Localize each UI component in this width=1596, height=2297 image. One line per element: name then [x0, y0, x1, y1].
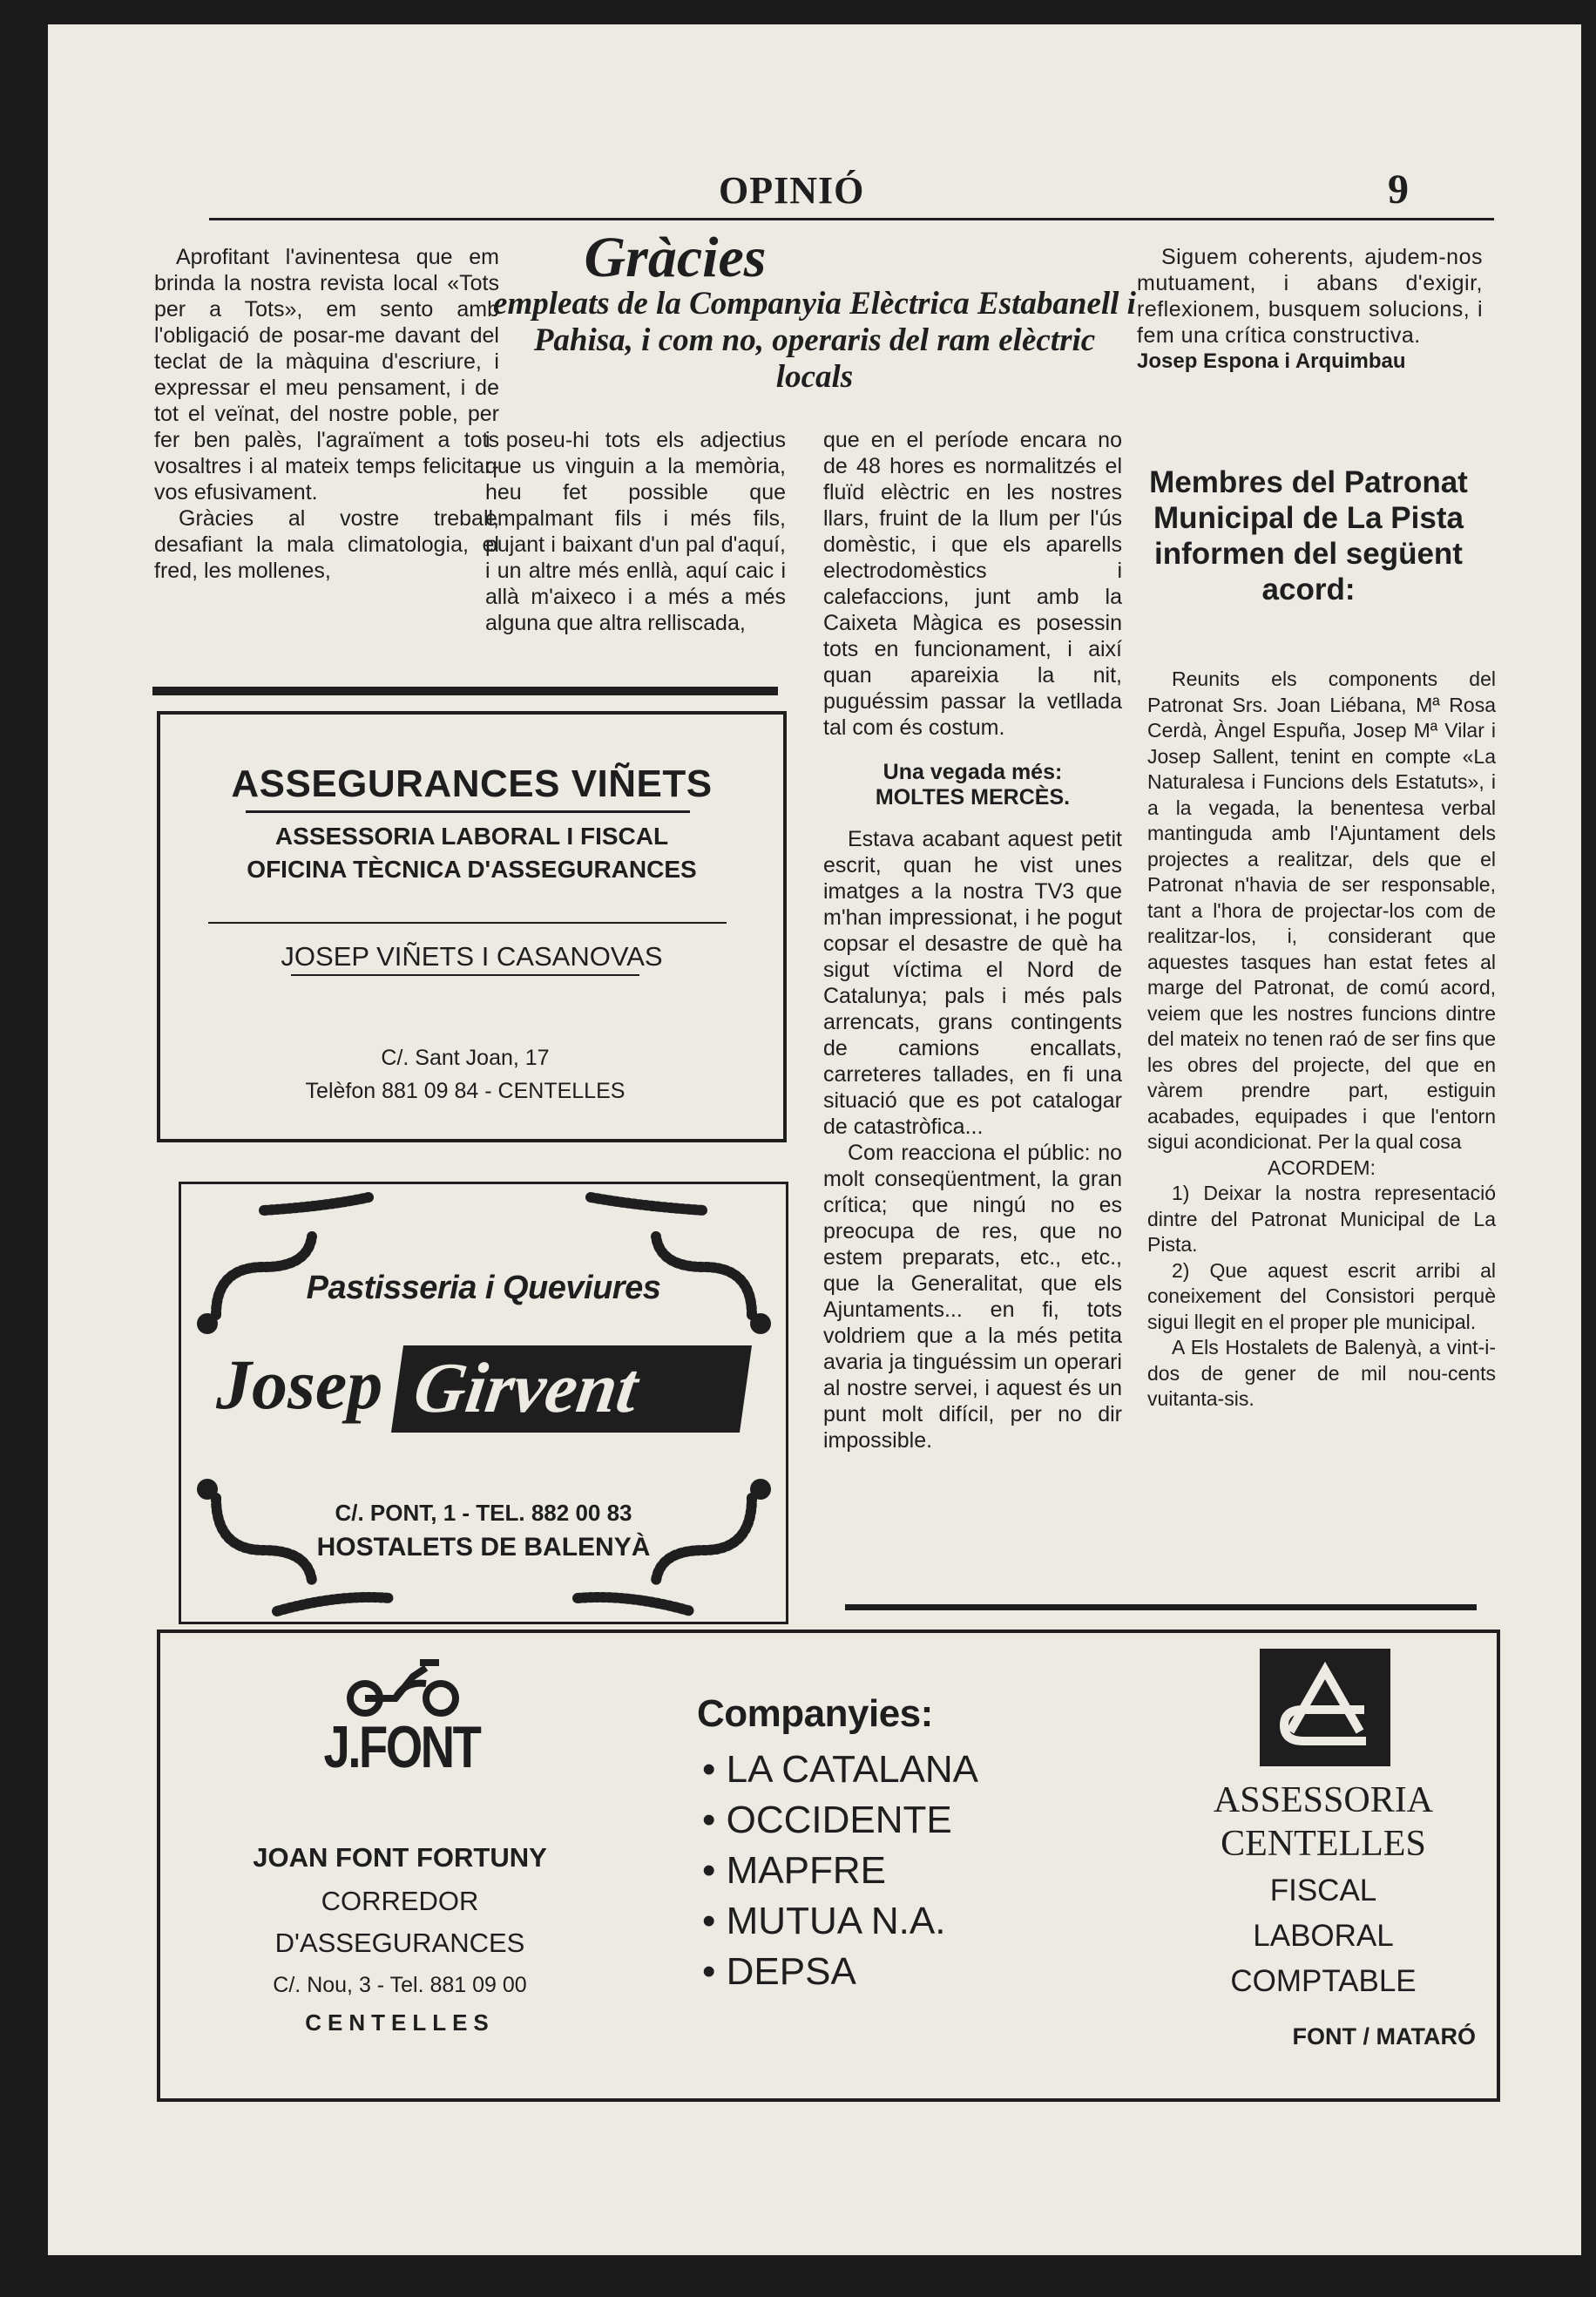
ad-girvent-tagline: Pastisseria i Queviures	[306, 1270, 661, 1306]
notice-paragraph: A Els Hostalets de Balenyà, a vint-i-dos de gener de mil nou-cents vuitanta-sis.	[1147, 1336, 1496, 1410]
ad-vinets-name-rule	[291, 974, 639, 976]
article-subtitle: empleats de la Companyia Elèctrica Estabanell i Pahisa, i com no, operaris del ram elèctric locals	[493, 286, 1136, 395]
ad-pastisseria-girvent	[179, 1182, 788, 1624]
ad-font-name: JOAN FONT FORTUNY	[253, 1842, 547, 1873]
ad-girvent-logo-banner	[391, 1345, 752, 1433]
article-paragraph: Aprofitant l'avinentesa que em brinda la nostra revista local «Tots per a Tots», em sento amb l'obligació de posar-me davant del teclat de la màquina d'escriure, i expressar el meu pensament, i de tot el veïnat, del nostre poble, per fer ben palès, l'agraïment a tots vosaltres i al mateix temps felicitar-vos efusivament.	[154, 245, 499, 505]
company-list-item: • MUTUA N.A.	[702, 1900, 946, 1942]
company-list-item: • OCCIDENTE	[702, 1799, 952, 1841]
closing-heading-line2: MOLTES MERCÈS.	[875, 785, 1071, 810]
ad-assessoria-footer: FONT / MATARÓ	[1292, 2023, 1476, 2050]
closing-heading-line1: Una vegada més:	[883, 760, 1063, 784]
ad-assessoria-service: COMPTABLE	[1230, 1964, 1417, 1998]
article-bottom-rule	[152, 687, 778, 695]
notice-paragraph: 1) Deixar la nostra representació dintre del Patronat Municipal de La Pista.	[1147, 1182, 1496, 1256]
notice-paragraph: Reunits els components del Patronat Srs. Joan Liébana, Mª Rosa Cerdà, Àngel Espuña, Josep Mª Vilar i Josep Sallent, tenint en compte «La Naturalesa i Funcions dels Estatuts», i a la vegada, la benentesa verbal mantinguda amb l'Ajuntament dels projectes a realitzar, dels que el Patronat n'havia de ser responsable, tant a l'hora de projectar-los com de realitzar-los, i, considerant que aquestes tasques han estat fetes al marge del Patronat, de comú acord, veiem que les nostres funcions dintre del mateix no tenen raó de ser fins que les obres del projecte, del que en vàrem prendre part, estiguin acabades, equipades i que l'entorn sigui acondicionat. Per la qual cosa	[1147, 667, 1496, 1153]
ad-girvent-address: C/. PONT, 1 - TEL. 882 00 83	[335, 1500, 632, 1526]
article-column-1	[154, 244, 499, 584]
ad-font-role2: D'ASSEGURANCES	[274, 1928, 525, 1958]
ad-girvent-logo	[216, 1337, 756, 1441]
article-column-2	[485, 427, 786, 636]
ad-assegurances-vinets	[157, 711, 787, 1142]
bullet-icon: •	[702, 1849, 727, 1892]
bullet-icon: •	[702, 1950, 727, 1993]
bullet-icon: •	[702, 1748, 727, 1791]
ad-assessoria-line1: ASSESSORIA	[1213, 1780, 1434, 1820]
ad-font-company-list	[702, 1745, 978, 1997]
ad-assessoria-service: LABORAL	[1253, 1919, 1394, 1953]
ad-assessoria-service: FISCAL	[1269, 1874, 1377, 1907]
page-number: 9	[1388, 166, 1409, 213]
ad-vinets-divider	[208, 922, 727, 924]
notice-paragraph: 2) Que aquest escrit arribi al coneixement del Consistori perquè sigui llegit en el proper ple municipal.	[1147, 1258, 1496, 1333]
magazine-page	[48, 24, 1581, 2255]
moped-icon	[343, 1650, 465, 1720]
column-bottom-rule	[845, 1604, 1477, 1610]
ad-vinets-phone	[221, 1079, 709, 1104]
ad-font-address: C/. Nou, 3 - Tel. 881 09 00	[273, 1973, 527, 1997]
patronat-notice	[1147, 667, 1496, 1413]
article-column-3	[823, 427, 1122, 1453]
company-list-item: • LA CATALANA	[702, 1748, 979, 1791]
article-signature: Josep Espona i Arquimbau	[1137, 349, 1406, 373]
bullet-icon: •	[702, 1900, 727, 1942]
company-list-item: • DEPSA	[702, 1950, 856, 1993]
ad-vinets-title-rule	[246, 810, 690, 813]
ad-font-logo-text: J.FONT	[323, 1714, 480, 1780]
article-paragraph: Gràcies al vostre treball, desafiant la mala climatologia, el fred, les mollenes,	[154, 506, 499, 583]
ad-girvent-town: HOSTALETS DE BALENYÀ	[316, 1533, 651, 1562]
article-paragraph: Com reacciona el públic: no molt conseqüentment, la gran crítica; que ningú no es preocupa de res, que no estem preparats, etc., etc., que la Generalitat, que els Ajuntaments... en fi, tots voldriem que a la més petita avaria ja tinguéssim un operari al nostre servei, i aquest és un punt molt difícil, per no dir impossible.	[823, 1141, 1122, 1453]
ad-vinets-phone-text: Telèfon 881 09 84 - CENTELLES	[305, 1079, 626, 1103]
ad-vinets-line2: OFICINA TÈCNICA D'ASSEGURANCES	[247, 856, 697, 883]
ad-font-role1: CORREDOR	[321, 1886, 479, 1916]
bullet-icon: •	[702, 1799, 727, 1841]
ad-vinets-title: ASSEGURANCES VIÑETS	[231, 762, 713, 805]
ad-girvent-logo-first-name: Josep	[216, 1345, 383, 1424]
ad-assessoria-line2: CENTELLES	[1221, 1824, 1426, 1864]
ad-vinets-line1: ASSESSORIA LABORAL I FISCAL	[274, 823, 669, 850]
ad-joan-font	[157, 1630, 1500, 2102]
article-paragraph: Siguem coherents, ajudem-nos mutuament, i abans d'exigir, reflexionem, busquem solucions, i fem una crítica constructiva.	[1137, 245, 1483, 348]
header-rule	[209, 218, 1494, 220]
notice-acordem: ACORDEM:	[1268, 1155, 1376, 1179]
article-title: Gràcies	[584, 226, 767, 289]
assessoria-logo-icon	[1260, 1649, 1390, 1766]
article-paragraph: Estava acabant aquest petit escrit, quan he vist unes imatges a la nostra TV3 que m'han impressionat, i he pogut copsar el desastre de què ha sigut víctima el Nord de Catalunya; pals i més pals arrencats, grans contingents de camions encallats, carreteres tallades, en fi una situació que es pot catalogar de catastròfica...	[823, 827, 1122, 1139]
ad-font-companies-title: Companyies:	[697, 1692, 933, 1735]
article-paragraph: i poseu-hi tots els adjectius que us vinguin a la memòria, heu fet possible que empalmant fils i més fils, pujant i baixant d'un pal d'aquí, i un altre més enllà, aquí caic i allà m'aixeco i a més a més alguna que altra relliscada,	[485, 428, 786, 635]
section-title: OPINIÓ	[719, 169, 865, 212]
ad-vinets-address: C/. Sant Joan, 17	[381, 1046, 550, 1070]
ad-font-town: CENTELLES	[305, 2009, 495, 2036]
article-paragraph: que en el període encara no de 48 hores es normalitzés el fluïd elèctric en les nostres llars, fruint de la llum per l'ús domèstic, i que els aparells electrodomèstics i calefaccions, junt amb la Caixeta Màgica es posessin tots en funcionament, i així quan apareixia la nit, puguéssim passar la vetllada tal com és costum.	[823, 428, 1122, 740]
ad-vinets-name: JOSEP VIÑETS I CASANOVAS	[281, 941, 663, 972]
article-column-4	[1137, 244, 1483, 375]
company-list-item: • MAPFRE	[702, 1849, 886, 1892]
ad-girvent-logo-last-name: Girvent	[409, 1348, 643, 1427]
patronat-title: Membres del Patronat Municipal de La Pista informen del següent acord:	[1149, 465, 1468, 606]
